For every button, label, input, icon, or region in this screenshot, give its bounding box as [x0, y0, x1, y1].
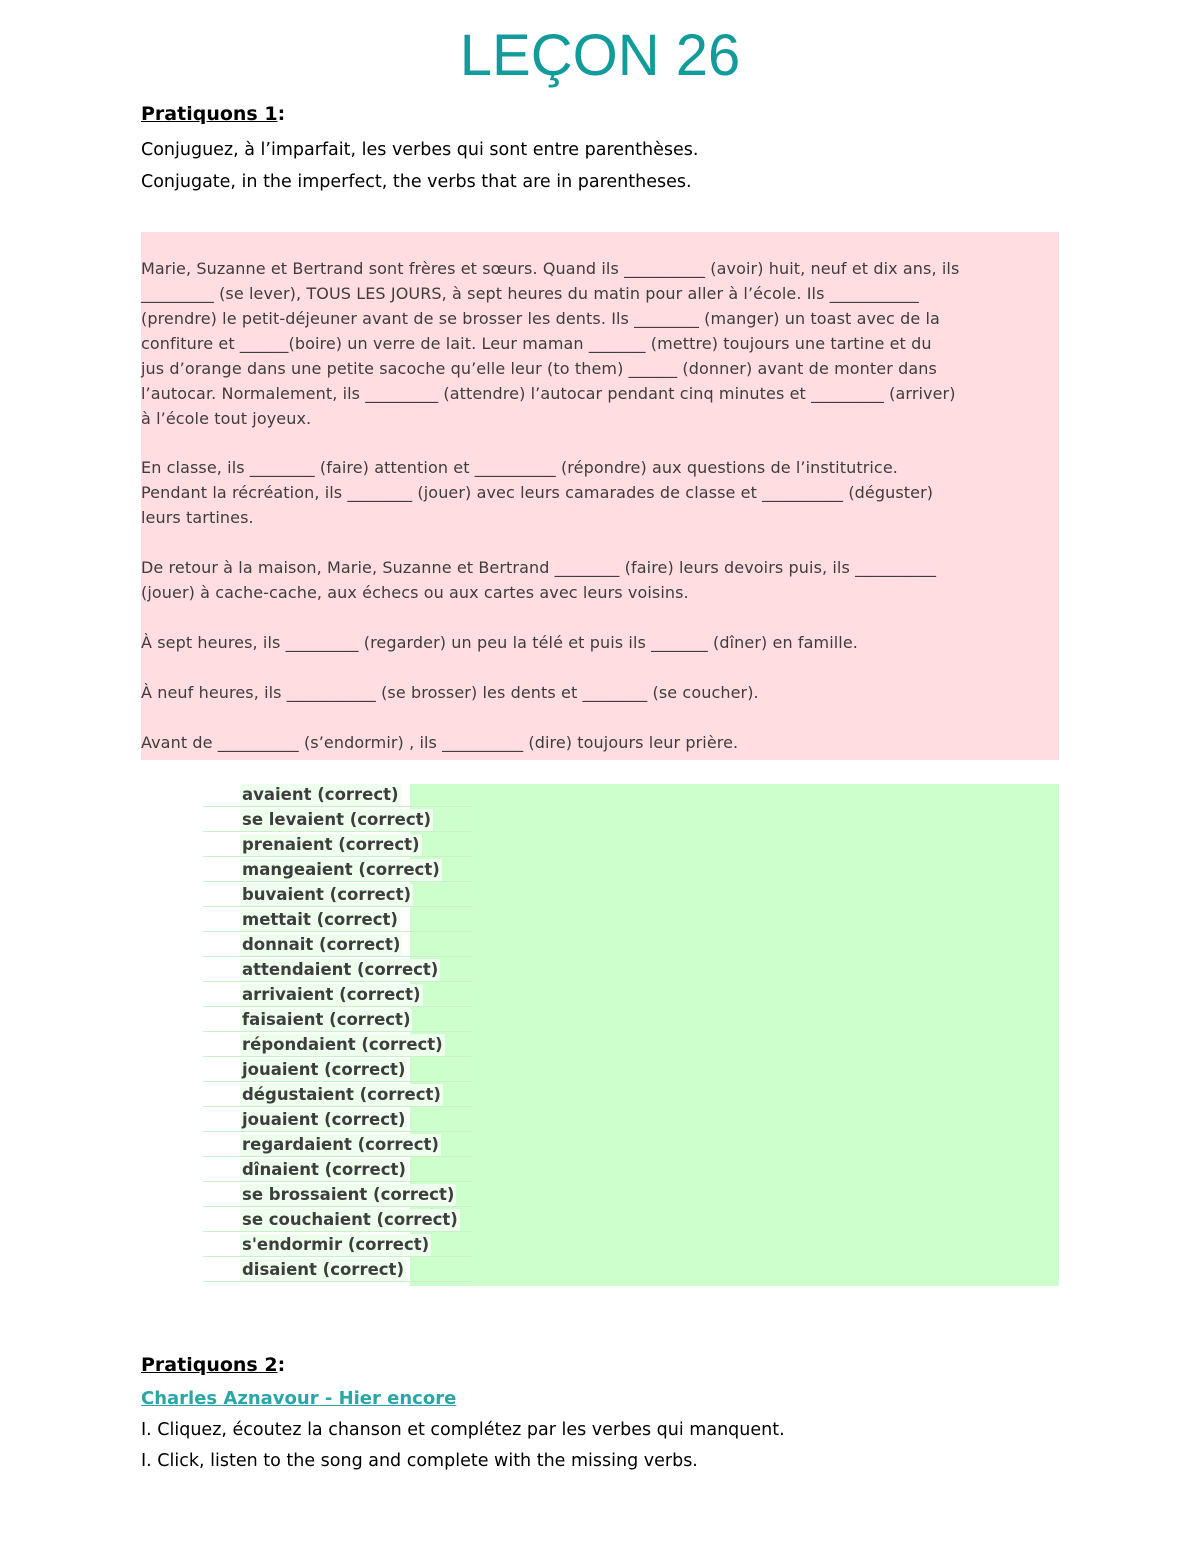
exercise-line: jus d’orange dans une petite sacoche qu’elle leur (to them) ______ (donner) avant de monter dans: [141, 359, 937, 378]
section1-instruction-en: Conjugate, in the imperfect, the verbs that are in parentheses.: [141, 172, 692, 192]
answer-field[interactable]: [203, 934, 473, 957]
section1-heading-text: Pratiquons 1: [141, 103, 278, 125]
answer-text: regardaient (correct): [242, 1135, 439, 1154]
answer-text: jouaient (correct): [242, 1060, 406, 1079]
page-title: LEÇON 26: [459, 23, 741, 88]
answer-field[interactable]: [203, 1009, 473, 1032]
answer-text: avaient (correct): [242, 785, 399, 804]
exercise-line: _________ (se lever), TOUS LES JOURS, à sept heures du matin pour aller à l’école. Ils ___________: [141, 284, 919, 303]
section1-heading: Pratiquons 1:: [141, 103, 286, 125]
answer-text: s'endormir (correct): [242, 1235, 430, 1254]
answer-field[interactable]: [203, 1034, 473, 1057]
exercise-line: Pendant la récréation, ils ________ (jouer) avec leurs camarades de classe et __________ (déguster): [141, 483, 934, 502]
section2-heading: Pratiquons 2:: [141, 1354, 286, 1376]
answer-field[interactable]: [203, 1259, 473, 1282]
answer-text: buvaient (correct): [242, 885, 412, 904]
exercise-line: Avant de __________ (s’endormir) , ils __________ (dire) toujours leur prière.: [141, 733, 739, 752]
answer-field[interactable]: [203, 909, 473, 932]
answer-text: prenaient (correct): [242, 835, 420, 854]
exercise-line: À neuf heures, ils ___________ (se brosser) les dents et ________ (se coucher).: [141, 683, 759, 702]
exercise-line: (jouer) à cache-cache, aux échecs ou aux cartes avec leurs voisins.: [141, 583, 689, 602]
exercise-line: Marie, Suzanne et Bertrand sont frères et sœurs. Quand ils __________ (avoir) huit, neuf et dix ans, ils: [141, 259, 960, 278]
answer-text: dégustaient (correct): [242, 1085, 441, 1104]
section1-instruction-fr: Conjuguez, à l’imparfait, les verbes qui sont entre parenthèses.: [141, 140, 699, 160]
answer-field[interactable]: [203, 1084, 473, 1107]
exercise-line: leurs tartines.: [141, 508, 254, 527]
answer-text: disaient (correct): [242, 1260, 404, 1279]
exercise-line: En classe, ils ________ (faire) attention et __________ (répondre) aux questions de l’institutrice.: [141, 458, 898, 477]
answer-text: arrivaient (correct): [242, 985, 421, 1004]
answers-box: [410, 784, 1059, 1286]
answer-field[interactable]: [203, 984, 473, 1007]
song-link[interactable]: Charles Aznavour - Hier encore: [141, 1388, 457, 1409]
answer-field[interactable]: [203, 834, 473, 857]
answer-text: mettait (correct): [242, 910, 398, 929]
answer-text: faisaient (correct): [242, 1010, 411, 1029]
answer-text: se couchaient (correct): [242, 1210, 458, 1229]
answer-field[interactable]: [203, 959, 473, 982]
answer-field[interactable]: [203, 859, 473, 882]
exercise-line: l’autocar. Normalement, ils _________ (attendre) l’autocar pendant cinq minutes et _________ (arriver): [141, 384, 956, 403]
answer-text: jouaient (correct): [242, 1110, 406, 1129]
answer-text: dînaient (correct): [242, 1160, 406, 1179]
exercise-line: (prendre) le petit-déjeuner avant de se brosser les dents. Ils ________ (manger) un toast avec de la: [141, 309, 940, 328]
answer-field[interactable]: [203, 1184, 473, 1207]
section2-instruction-en: I. Click, listen to the song and complete with the missing verbs.: [141, 1451, 698, 1471]
answer-text: donnait (correct): [242, 935, 401, 954]
answer-text: mangeaient (correct): [242, 860, 440, 879]
answer-field[interactable]: [203, 1059, 473, 1082]
answer-field[interactable]: [203, 1134, 473, 1157]
answer-text: répondaient (correct): [242, 1035, 443, 1054]
answer-field[interactable]: [203, 1159, 473, 1182]
answer-text: se levaient (correct): [242, 810, 432, 829]
exercise-line: à l’école tout joyeux.: [141, 409, 312, 428]
answer-text: attendaient (correct): [242, 960, 439, 979]
answer-field[interactable]: [203, 1209, 473, 1232]
answer-field[interactable]: [203, 784, 473, 807]
section2-instruction-fr: I. Cliquez, écoutez la chanson et complétez par les verbes qui manquent.: [141, 1420, 785, 1440]
exercise-line: À sept heures, ils _________ (regarder) un peu la télé et puis ils _______ (dîner) en famille.: [141, 633, 858, 652]
answer-field[interactable]: [203, 1234, 473, 1257]
exercise-line: confiture et ______(boire) un verre de lait. Leur maman _______ (mettre) toujours une tartine et du: [141, 334, 932, 353]
section2-heading-text: Pratiquons 2: [141, 1354, 278, 1376]
answer-text: se brossaient (correct): [242, 1185, 455, 1204]
answer-field[interactable]: [203, 809, 473, 832]
answer-field[interactable]: [203, 1109, 473, 1132]
answer-field[interactable]: [203, 884, 473, 907]
exercise-line: De retour à la maison, Marie, Suzanne et Bertrand ________ (faire) leurs devoirs puis, ils __________: [141, 558, 937, 577]
